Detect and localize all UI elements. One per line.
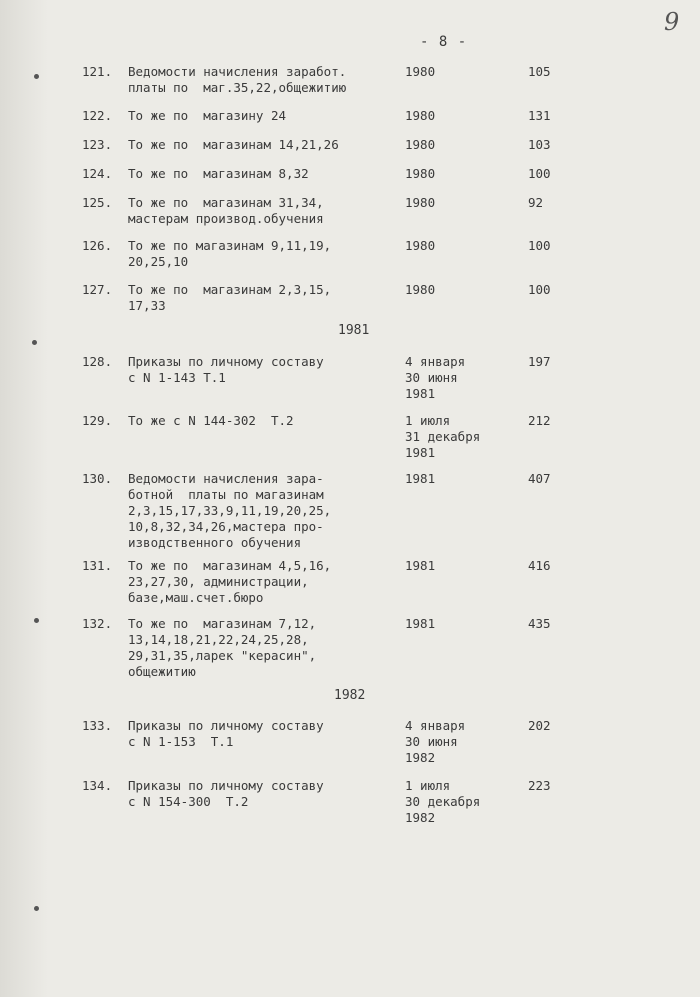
entry-description: Ведомости начисления заработ. платы по маг.35,22,общежитию [128,64,347,95]
entry-sheet-count: 100 [528,282,551,297]
entry-date: 1980 [405,195,436,210]
entry-date: 1 июля 30 декабря 1982 [405,778,481,825]
entry-date: 1980 [405,238,436,253]
entry-number: 129. [82,413,113,428]
entry-sheet-count: 100 [528,238,551,253]
entry-date: 1 июля 31 декабря 1981 [405,413,481,460]
year-heading: 1982 [334,688,366,703]
entry-number: 134. [82,778,113,793]
binder-mark [34,74,39,79]
entry-number: 125. [82,195,113,210]
entry-sheet-count: 103 [528,137,551,152]
entry-number: 133. [82,718,113,733]
entry-sheet-count: 100 [528,166,551,181]
entry-number: 121. [82,64,113,79]
entry-description: Приказы по личному составу с N 1-153 Т.1 [128,718,324,749]
entry-number: 132. [82,616,113,631]
entry-number: 124. [82,166,113,181]
entry-description: Ведомости начисления зара- ботной платы по магазинам 2,3,15,17,33,9,11,19,20,25, 10,8,32,34,26,мастера про- изводственного обучения [128,471,332,550]
entry-description: То же по магазинам 9,11,19, 20,25,10 [128,238,332,269]
entry-number: 123. [82,137,113,152]
entry-date: 4 января 30 июня 1981 [405,354,466,401]
page-edge-shadow [0,0,48,997]
entry-sheet-count: 105 [528,64,551,79]
entry-sheet-count: 92 [528,195,544,210]
entry-sheet-count: 212 [528,413,551,428]
entry-sheet-count: 223 [528,778,551,793]
page-number: - 8 - [420,34,468,50]
entry-description: То же по магазинам 4,5,16, 23,27,30, администрации, базе,маш.счет.бюро [128,558,332,605]
entry-date: 1980 [405,108,436,123]
binder-mark [32,340,37,345]
entry-description: То же по магазинам 14,21,26 [128,137,339,152]
entry-sheet-count: 435 [528,616,551,631]
entry-description: Приказы по личному составу с N 154-300 Т.2 [128,778,324,809]
entry-number: 127. [82,282,113,297]
entry-number: 128. [82,354,113,369]
entry-date: 1981 [405,558,436,573]
entry-date: 1981 [405,471,436,486]
entry-description: То же по магазинам 2,3,15, 17,33 [128,282,332,313]
entry-description: То же по магазинам 8,32 [128,166,309,181]
entry-date: 1981 [405,616,436,631]
entry-sheet-count: 407 [528,471,551,486]
binder-mark [34,618,39,623]
entry-number: 126. [82,238,113,253]
entry-description: Приказы по личному составу с N 1-143 Т.1 [128,354,324,385]
entry-date: 1980 [405,137,436,152]
entry-date: 1980 [405,282,436,297]
entry-description: То же с N 144-302 Т.2 [128,413,294,428]
entry-sheet-count: 197 [528,354,551,369]
entry-description: То же по магазину 24 [128,108,287,123]
archive-number: 9 [664,8,680,36]
entry-number: 122. [82,108,113,123]
entry-number: 131. [82,558,113,573]
entry-number: 130. [82,471,113,486]
entry-date: 4 января 30 июня 1982 [405,718,466,765]
entry-description: То же по магазинам 7,12, 13,14,18,21,22,24,25,28, 29,31,35,ларек "керасин", общежитию [128,616,317,679]
entry-sheet-count: 202 [528,718,551,733]
entry-date: 1980 [405,64,436,79]
entry-sheet-count: 131 [528,108,551,123]
entry-sheet-count: 416 [528,558,551,573]
year-heading: 1981 [338,323,370,338]
binder-mark [34,906,39,911]
entry-description: То же по магазинам 31,34, мастерам производ.обучения [128,195,324,226]
entry-date: 1980 [405,166,436,181]
